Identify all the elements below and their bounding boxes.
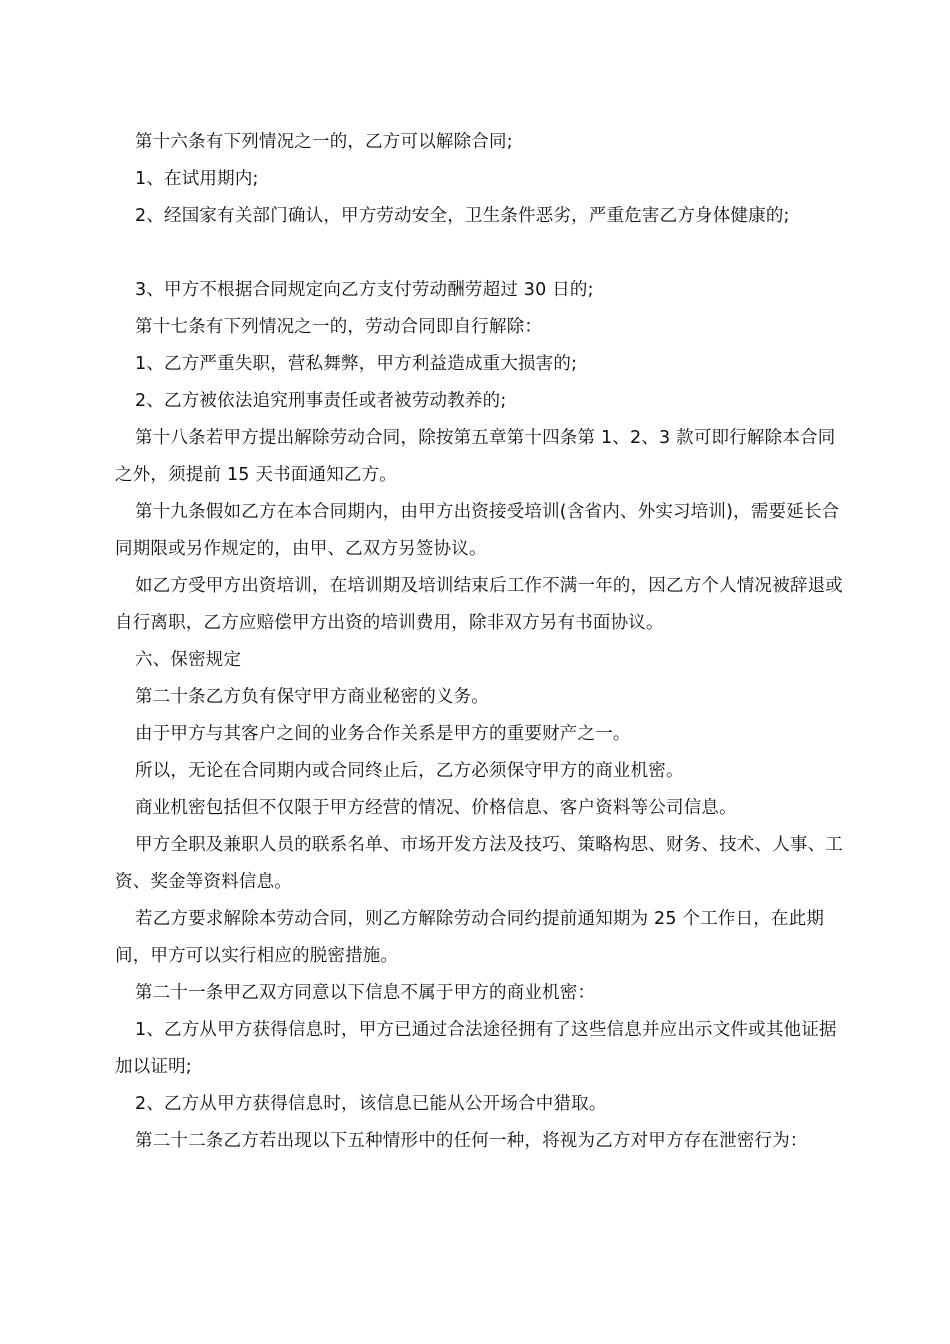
- article-20: 第二十条乙方负有保守甲方商业秘密的义务。: [135, 687, 489, 707]
- staff-info-clause: 甲方全职及兼职人员的联系名单、市场开发方法及技巧、策略构思、财务、技术、人事、工资、奖金等资料信息。: [115, 835, 843, 892]
- article-21-heading: 第二十一条甲乙双方同意以下信息不属于甲方的商业机密：: [135, 983, 596, 1003]
- article-19: 第十九条假如乙方在本合同期内，由甲方出资接受培训(含省内、外实习培训)，需要延长合同期限或另作规定的，由甲、乙双方另签协议。: [115, 502, 840, 559]
- article-16-heading: 第十六条有下列情况之一的，乙方可以解除合同;: [135, 132, 513, 152]
- article-17-heading: 第十七条有下列情况之一的，劳动合同即自行解除：: [135, 317, 543, 337]
- article-21-item-2: 2、乙方从甲方获得信息时，该信息已能从公开场合中猎取。: [135, 1094, 607, 1114]
- client-relations-clause: 由于甲方与其客户之间的业务合作关系是甲方的重要财产之一。: [135, 724, 631, 744]
- trade-secret-definition: 商业机密包括但不仅限于甲方经营的情况、价格信息、客户资料等公司信息。: [135, 798, 737, 818]
- article-16-item-3: 3、甲方不根据合同规定向乙方支付劳动酬劳超过 30 日的;: [135, 280, 594, 300]
- article-21-item-1: 1、乙方从甲方获得信息时，甲方已通过合法途径拥有了这些信息并应出示文件或其他证据加以证明;: [115, 1020, 837, 1077]
- article-16-item-2: 2、经国家有关部门确认，甲方劳动安全，卫生条件恶劣，严重危害乙方身体健康的;: [135, 206, 790, 226]
- article-17-item-1: 1、乙方严重失职，营私舞弊，甲方利益造成重大损害的;: [135, 354, 578, 374]
- article-22-heading: 第二十二条乙方若出现以下五种情形中的任何一种，将视为乙方对甲方存在泄密行为：: [135, 1131, 808, 1151]
- section-6-heading: 六、保密规定: [135, 650, 242, 670]
- article-17-item-2: 2、乙方被依法追究刑事责任或者被劳动教养的;: [135, 391, 507, 411]
- article-16-item-1: 1、在试用期内;: [135, 169, 259, 189]
- blank-line: [115, 235, 845, 272]
- confidentiality-duration-clause: 所以，无论在合同期内或合同终止后，乙方必须保守甲方的商业机密。: [135, 761, 684, 781]
- training-compensation-clause: 如乙方受甲方出资培训，在培训期及培训结束后工作不满一年的，因乙方个人情况被辞退或自行离职，乙方应赔偿甲方出资的培训费用，除非双方另有书面协议。: [115, 576, 843, 633]
- document-body: [115, 124, 845, 1160]
- article-18: 第十八条若甲方提出解除劳动合同，除按第五章第十四条第 1、2、3 款可即行解除本合同之外，须提前 15 天书面通知乙方。: [115, 428, 836, 485]
- notice-period-clause: 若乙方要求解除本劳动合同，则乙方解除劳动合同约提前通知期为 25 个工作日，在此期间，甲方可以实行相应的脱密措施。: [115, 909, 825, 966]
